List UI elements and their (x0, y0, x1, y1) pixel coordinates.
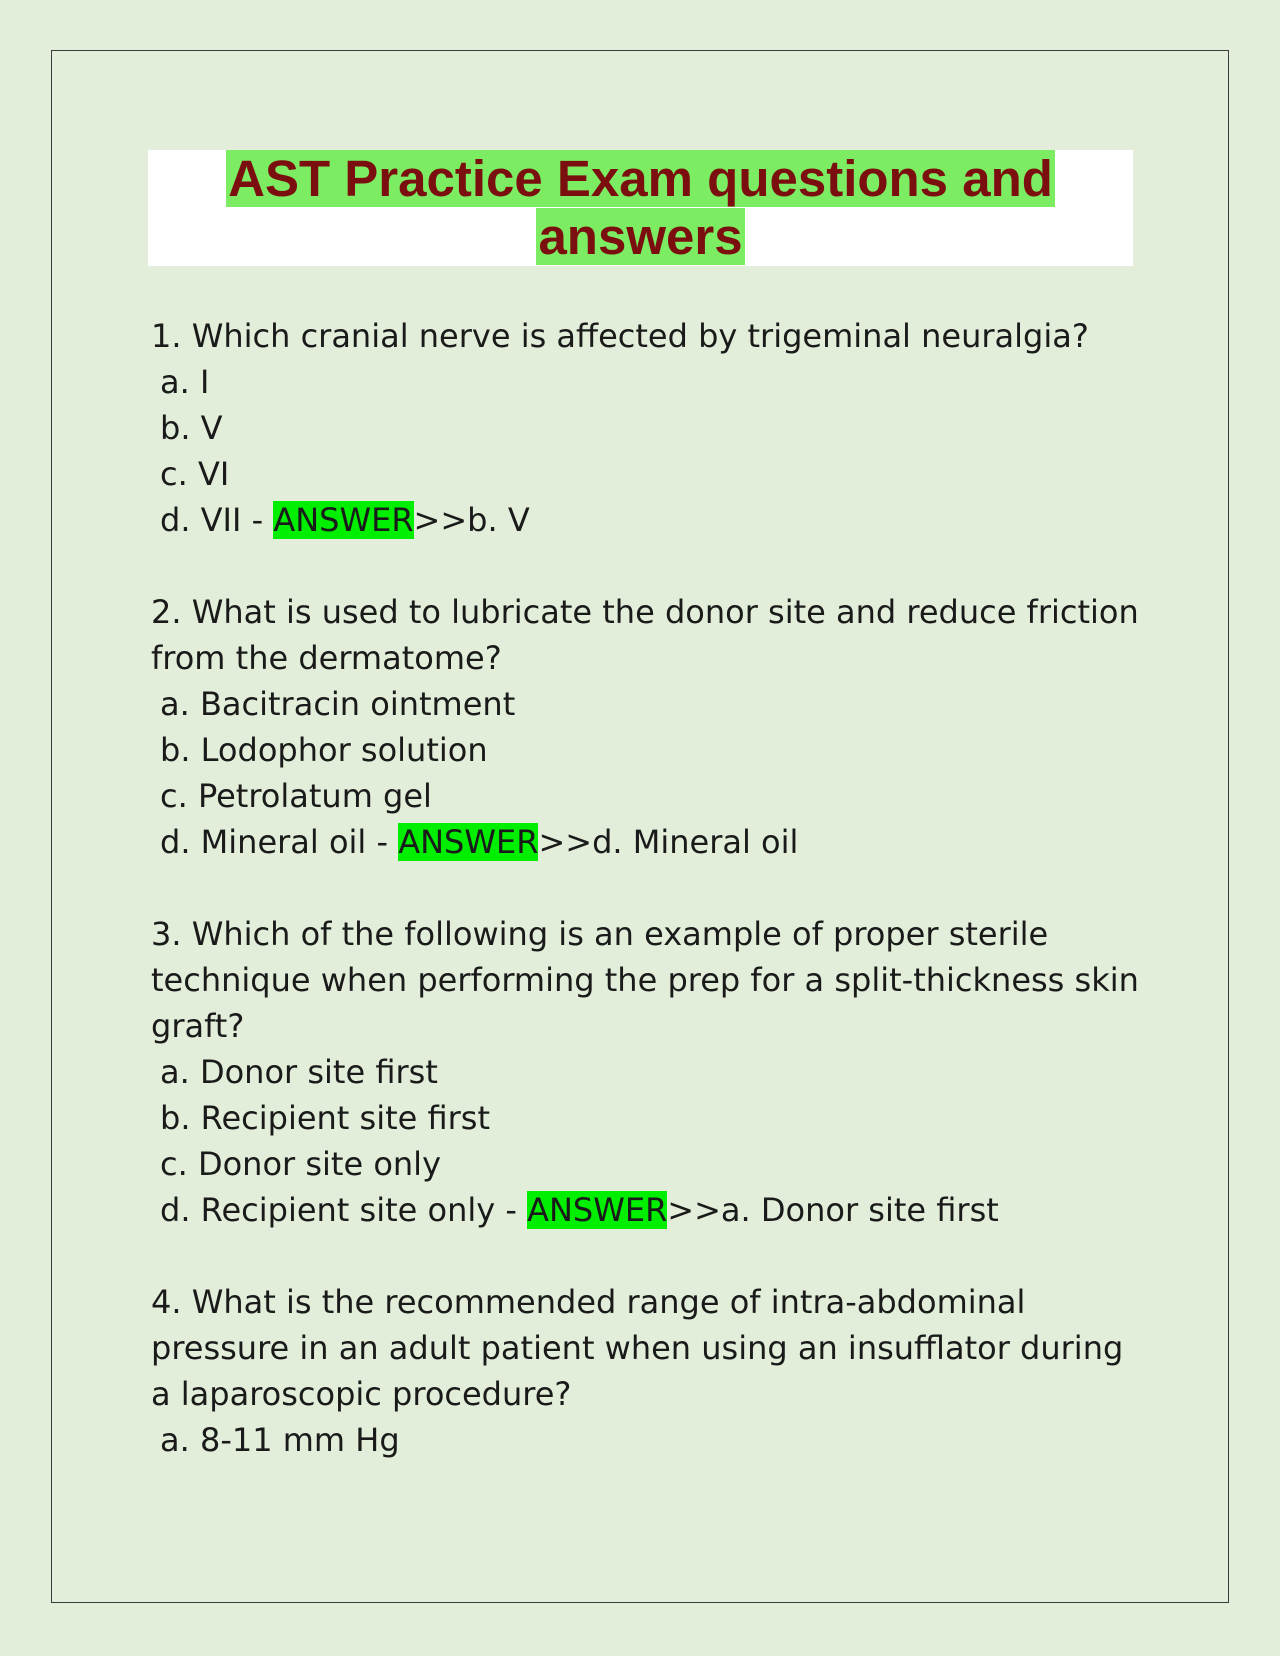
option-b: b. V (160, 409, 223, 447)
questions-list (151, 313, 1141, 1463)
question-2 (151, 589, 1141, 865)
option-a: a. 8-11 mm Hg (160, 1421, 400, 1459)
question-text: 4. What is the recommended range of intra-abdominal pressure in an adult patient when using an insufflator during a laparoscopic procedure? (151, 1283, 1124, 1413)
title-box (148, 150, 1133, 266)
question-text: 1. Which cranial nerve is affected by trigeminal neuralgia? (151, 317, 1089, 355)
option-c: c. VI (160, 455, 230, 493)
option-b: b. Recipient site first (160, 1099, 491, 1137)
question-text: 3. Which of the following is an example of proper sterile technique when performing the prep for a split-thickness skin graft? (151, 915, 1139, 1045)
answer-value: >>b. V (413, 501, 530, 539)
option-d-with-answer (151, 1187, 1141, 1233)
page-title-line-2: answers (538, 208, 743, 265)
option-d: d. VII - (160, 501, 274, 539)
question-text: 2. What is used to lubricate the donor site and reduce friction from the dermatome? (151, 593, 1139, 677)
answer-value: >>d. Mineral oil (538, 823, 799, 861)
option-d: d. Recipient site only - (160, 1191, 528, 1229)
option-a: a. Donor site first (160, 1053, 438, 1091)
question-1 (151, 313, 1141, 543)
answer-label: ANSWER (527, 1191, 668, 1229)
answer-value: >>a. Donor site first (667, 1191, 999, 1229)
option-d-with-answer (151, 497, 1141, 543)
option-c: c. Donor site only (160, 1145, 441, 1183)
question-4 (151, 1279, 1141, 1463)
option-d: d. Mineral oil - (160, 823, 399, 861)
question-3 (151, 911, 1141, 1233)
answer-label: ANSWER (398, 823, 539, 861)
option-d-with-answer (151, 819, 1141, 865)
page-title-line-1: AST Practice Exam questions and (228, 150, 1053, 207)
option-a: a. Bacitracin ointment (160, 685, 516, 723)
option-a: a. I (160, 363, 210, 401)
option-c: c. Petrolatum gel (160, 777, 432, 815)
answer-label: ANSWER (273, 501, 414, 539)
option-b: b. Lodophor solution (160, 731, 488, 769)
